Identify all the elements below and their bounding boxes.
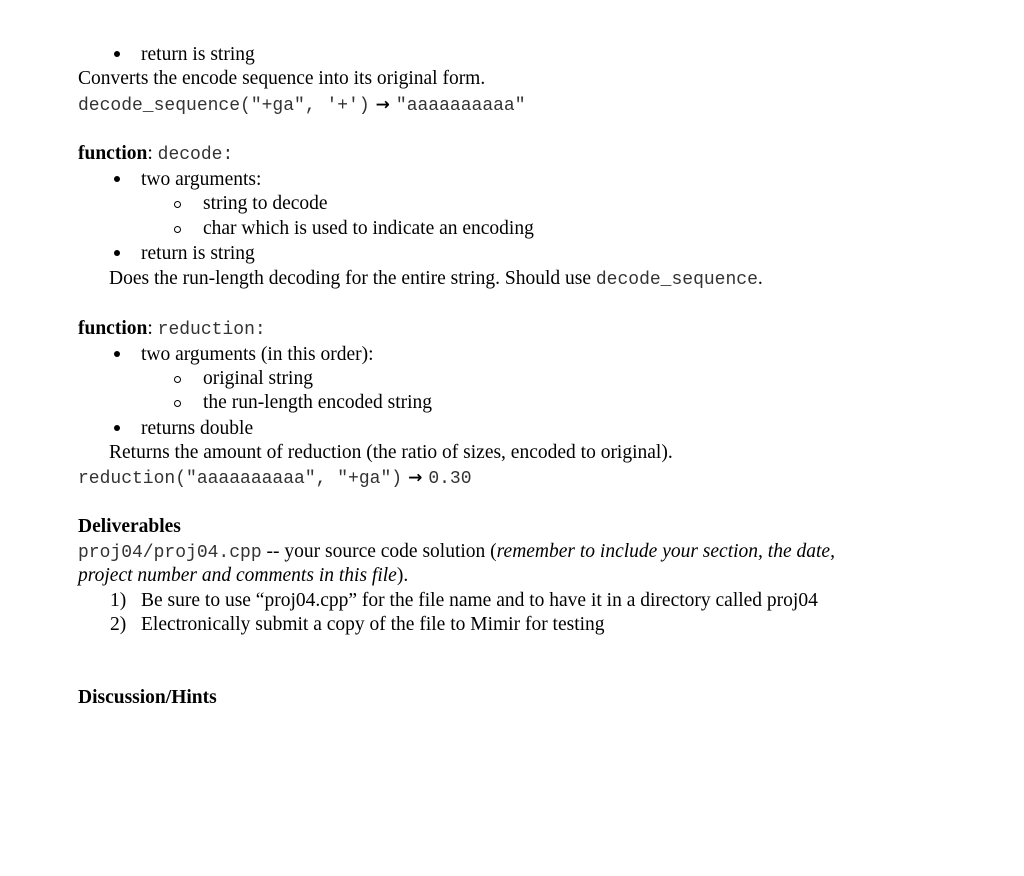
reduction-example [78, 466, 472, 491]
example-result: 0.30 [428, 469, 472, 489]
reduction-arg1: original string [203, 368, 313, 389]
bullet-dot [114, 425, 120, 431]
decode-arg2: char which is used to indicate an encoding [203, 218, 534, 239]
deliverables-heading: Deliverables [78, 516, 181, 537]
description-period: . [757, 268, 763, 289]
decode-sequence-return: return is string [141, 44, 255, 65]
bullet-circle [174, 400, 181, 407]
bullet-circle [174, 226, 181, 233]
function-label: function [78, 318, 148, 339]
path-suffix: -- your source code solution ( [261, 541, 497, 562]
deliverables-note: remember to include your section, the date, [496, 541, 835, 562]
example-call: decode_sequence("+ga", '+') [78, 96, 370, 116]
item-number: 1) [110, 590, 127, 611]
reduction-args: two arguments (in this order): [141, 344, 374, 365]
bullet-circle [174, 201, 181, 208]
bullet-dot [114, 250, 120, 256]
deliverable-item-text: Be sure to use “proj04.cpp” for the file name and to have it in a directory called proj04 [141, 590, 818, 611]
discussion-heading: Discussion/Hints [78, 687, 217, 708]
function-name: decode: [157, 145, 234, 165]
description-code: decode_sequence [595, 270, 758, 290]
reduction-function-heading: function: reduction: [78, 318, 266, 340]
arrow-right-icon: → [375, 95, 390, 115]
reduction-description: Returns the amount of reduction (the ratio of sizes, encoded to original). [109, 442, 673, 463]
example-call: reduction("aaaaaaaaaa", "+ga") [78, 469, 403, 489]
deliverable-item-text: Electronically submit a copy of the file to Mimir for testing [141, 614, 605, 635]
function-name: reduction: [157, 320, 266, 340]
decode-description [109, 267, 763, 292]
reduction-arg2: the run-length encoded string [203, 392, 433, 413]
decode-sequence-description: Converts the encode sequence into its original form. [78, 68, 486, 89]
bullet-dot [114, 176, 120, 182]
decode-sequence-example [78, 93, 526, 118]
deliverable-item [110, 613, 126, 637]
bullet-dot [114, 51, 120, 57]
reduction-return: returns double [141, 418, 254, 439]
bullet-dot [114, 351, 120, 357]
item-number: 2) [110, 614, 127, 635]
deliverables-line1 [78, 540, 835, 565]
function-label: function [78, 143, 148, 164]
bullet-circle [174, 376, 181, 383]
example-result: "aaaaaaaaaa" [395, 96, 526, 116]
decode-args: two arguments: [141, 169, 262, 190]
decode-function-heading: function: decode: [78, 143, 234, 165]
file-path: proj04/proj04.cpp [78, 543, 262, 563]
note-close: ). [396, 565, 409, 586]
deliverable-item [110, 589, 126, 613]
description-text: Does the run-length decoding for the entire string. Should use [109, 268, 596, 289]
deliverables-line2 [78, 564, 408, 588]
decode-return: return is string [141, 243, 255, 264]
deliverables-note-continued: project number and comments in this file [78, 565, 397, 586]
arrow-right-icon: → [408, 468, 423, 488]
decode-arg1: string to decode [203, 193, 328, 214]
